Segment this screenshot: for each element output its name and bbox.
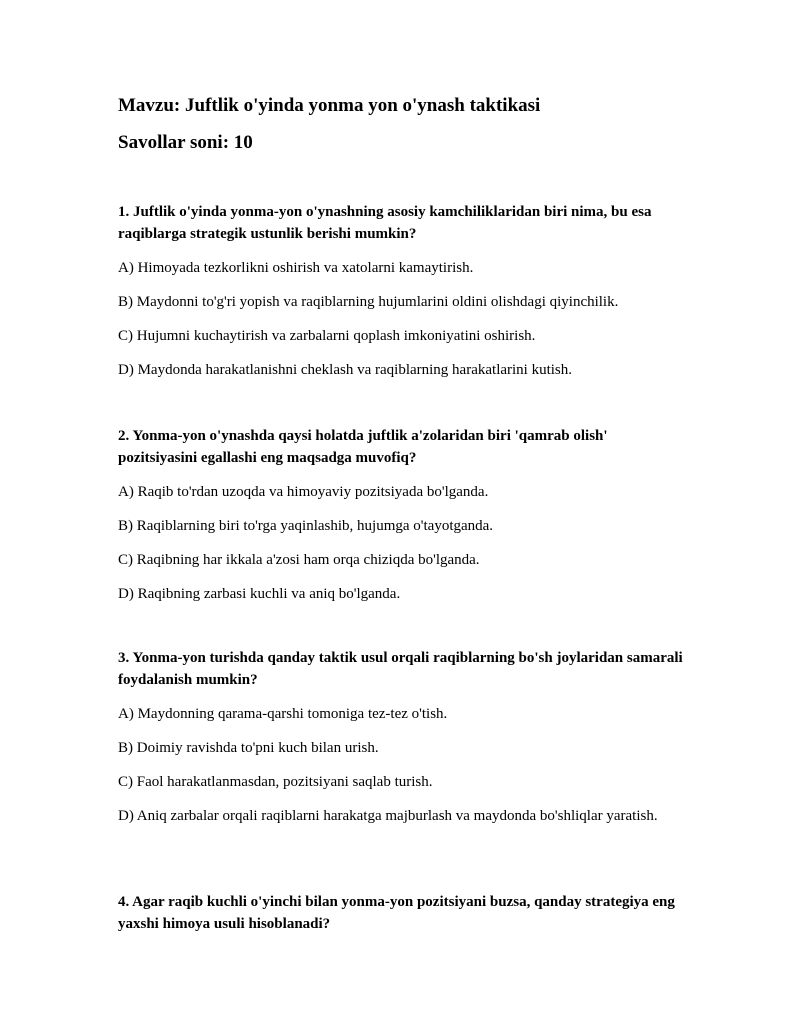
option-d: D) Raqibning zarbasi kuchli va aniq bo'lganda.	[118, 586, 401, 602]
option-d: D) Maydonda harakatlanishni cheklash va raqiblarning harakatlarini kutish.	[118, 362, 573, 378]
option-c: C) Raqibning har ikkala a'zosi ham orqa chiziqda bo'lganda.	[118, 552, 480, 568]
question-text: 1. Juftlik o'yinda yonma-yon o'ynashning asosiy kamchiliklaridan biri nima, bu esa raqiblarga strategik ustunlik berishi mumkin?	[118, 204, 652, 242]
option-c: C) Hujumni kuchaytirish va zarbalarni qoplash imkoniyatini oshirish.	[118, 328, 536, 344]
option-d: D) Aniq zarbalar orqali raqiblarni harakatga majburlash va maydonda bo'shliqlar yaratish.	[118, 808, 658, 824]
topic-title: Mavzu: Juftlik o'yinda yonma yon o'ynash taktikasi	[118, 95, 541, 116]
question-text: 4. Agar raqib kuchli o'yinchi bilan yonma-yon pozitsiyani buzsa, qanday strategiya eng yaxshi himoya usuli hisoblanadi?	[118, 894, 675, 932]
question-4	[118, 891, 688, 935]
option-c: C) Faol harakatlanmasdan, pozitsiyani saqlab turish.	[118, 774, 433, 790]
option-b: B) Raqiblarning biri to'rga yaqinlashib, hujumga o'tayotganda.	[118, 518, 494, 534]
question-text: 3. Yonma-yon turishda qanday taktik usul orqali raqiblarning bo'sh joylaridan samarali foydalanish mumkin?	[118, 650, 683, 688]
option-b: B) Doimiy ravishda to'pni kuch bilan urish.	[118, 740, 379, 756]
option-a: A) Maydonning qarama-qarshi tomoniga tez-tez o'tish.	[118, 706, 448, 722]
question-2	[118, 425, 688, 605]
question-1	[118, 201, 688, 381]
question-text: 2. Yonma-yon o'ynashda qaysi holatda juftlik a'zolaridan biri 'qamrab olish' pozitsiyasini egallashi eng maqsadga muvofiq?	[118, 428, 608, 466]
option-a: A) Raqib to'rdan uzoqda va himoyaviy pozitsiyada bo'lganda.	[118, 484, 489, 500]
option-a: A) Himoyada tezkorlikni oshirish va xatolarni kamaytirish.	[118, 260, 474, 276]
question-count: Savollar soni: 10	[118, 132, 253, 153]
option-b: B) Maydonni to'g'ri yopish va raqiblarning hujumlarini oldini olishdagi qiyinchilik.	[118, 294, 619, 310]
question-3	[118, 647, 688, 827]
